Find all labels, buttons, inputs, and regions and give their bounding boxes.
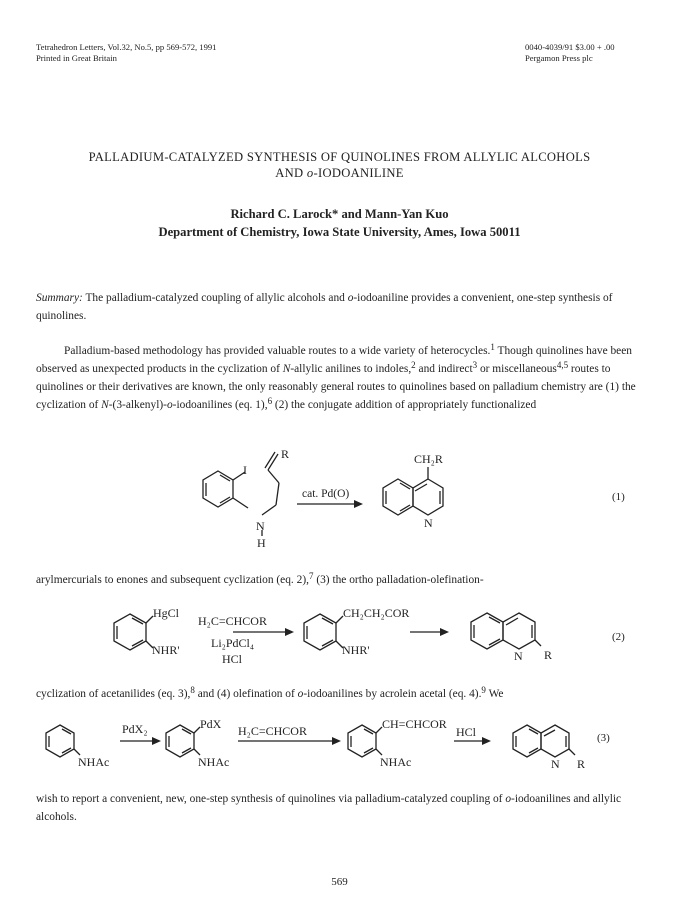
eq3-pdx2: PdX₂ xyxy=(122,722,148,736)
text: and indirect xyxy=(415,363,473,375)
italic-o: o xyxy=(297,688,304,700)
printed-line: Printed in Great Britain xyxy=(36,53,117,63)
equation-2 xyxy=(0,596,679,676)
reference: 4,5 xyxy=(556,360,569,370)
affiliation: Department of Chemistry, Iowa State University, Ames, Iowa 50011 xyxy=(158,225,521,239)
journal-citation xyxy=(36,42,216,64)
eq1-h: H xyxy=(257,536,266,550)
text: cyclization of acetanilides (eq. 3), xyxy=(36,688,191,700)
text: We xyxy=(485,688,504,700)
eq3-label: (3) xyxy=(597,732,610,744)
summary-text: -iodoaniline provides a convenient, one-step synthesis of quinolines. xyxy=(36,292,613,322)
journal-code xyxy=(525,42,615,64)
text: (2) the conjugate addition of appropriately functionalized xyxy=(272,399,537,411)
paragraph-4 xyxy=(36,790,641,826)
text: routes to quinolines or their derivatives are known, the only reasonably general routes to quinolines based on palladium chemistry are (1) the cyclization of xyxy=(36,363,636,411)
eq1-condition: cat. Pd(O) xyxy=(302,488,350,500)
eq2-label: (2) xyxy=(612,631,625,643)
eq2-nhr-2: NHR' xyxy=(342,643,370,657)
title-text: -IODOANILINE xyxy=(313,166,404,180)
text: wish to report a convenient, new, one-step synthesis of quinolines via palladium-catalyzed coupling of xyxy=(36,793,506,805)
eq2-reagent-1: H₂C=CHCOR xyxy=(198,614,267,628)
title-italic: o xyxy=(306,166,314,180)
paragraph-2 xyxy=(36,571,641,589)
eq3-product-r: R xyxy=(577,757,586,771)
paper-title xyxy=(0,149,679,181)
price-code: 0040-4039/91 $3.00 + .00 xyxy=(525,42,615,52)
reference: 2 xyxy=(411,360,416,370)
text: Palladium-based methodology has provided valuable routes to a wide variety of heterocycles. xyxy=(64,345,491,357)
eq1-n: N xyxy=(256,519,265,533)
eq2-chain: CH₂CH₂COR xyxy=(343,606,410,620)
reference: 7 xyxy=(308,571,314,581)
eq3-nhac-2: NHAc xyxy=(198,755,230,769)
eq1-ch2r: CH₂R xyxy=(414,452,443,466)
summary-label: Summary: xyxy=(36,292,83,304)
eq1-label: (1) xyxy=(612,491,625,503)
italic-o: o xyxy=(505,793,512,805)
eq1-product-n: N xyxy=(424,516,433,530)
eq1-i: I xyxy=(243,463,247,477)
eq2-nhr-1: NHR' xyxy=(152,643,180,657)
page-number: 569 xyxy=(331,876,348,888)
eq3-chchcor: CH=CHCOR xyxy=(382,717,447,731)
eq1-r: R xyxy=(281,448,290,461)
text: -iodoanilines (eq. 1), xyxy=(172,399,268,411)
reference: 6 xyxy=(267,396,273,406)
equation-3 xyxy=(0,708,679,776)
title-line-2 xyxy=(0,165,679,181)
paragraph-3 xyxy=(36,685,641,703)
reference: 8 xyxy=(190,685,195,695)
eq3-hcl: HCl xyxy=(456,725,477,739)
summary-text: The palladium-catalyzed coupling of allylic alcohols and xyxy=(82,292,348,304)
reference: 1 xyxy=(490,342,495,352)
author-block xyxy=(0,205,679,241)
italic-o: o xyxy=(347,292,354,304)
eq2-product-r: R xyxy=(544,648,553,662)
text: -(3-alkenyl)- xyxy=(108,399,167,411)
italic-n: N xyxy=(282,363,291,375)
journal-line: Tetrahedron Letters, Vol.32, No.5, pp 569-572, 1991 xyxy=(36,42,217,52)
equation-1 xyxy=(0,448,679,560)
eq3-pdx: PdX xyxy=(200,717,222,731)
publisher: Pergamon Press plc xyxy=(525,53,593,63)
text: -allylic anilines to indoles, xyxy=(290,363,412,375)
summary xyxy=(36,289,641,325)
intro-paragraph xyxy=(36,342,641,414)
eq3-nhac-3: NHAc xyxy=(380,755,412,769)
eq3-reagent: H₂C=CHCOR xyxy=(238,724,307,738)
reference: 3 xyxy=(472,360,478,370)
text: (3) the ortho palladation-olefination- xyxy=(313,574,484,586)
text: or miscellaneous xyxy=(477,363,557,375)
eq2-product-n: N xyxy=(514,649,523,663)
text: and (4) olefination of xyxy=(194,688,298,700)
text: -iodoanilines and allylic alcohols. xyxy=(36,793,622,823)
eq2-hgcl: HgCl xyxy=(153,606,180,620)
italic-n: N xyxy=(101,399,109,411)
reference: 9 xyxy=(481,685,486,695)
text: arylmercurials to enones and subsequent cyclization (eq. 2), xyxy=(36,574,309,586)
eq2-reagent-2: Li₂PdCl₄ xyxy=(211,636,255,650)
eq3-product-n: N xyxy=(551,757,560,771)
title-text: AND xyxy=(275,166,307,180)
eq2-reagent-3: HCl xyxy=(222,652,243,666)
italic-o: o xyxy=(166,399,173,411)
eq3-nhac-1: NHAc xyxy=(78,755,110,769)
title-line-1: PALLADIUM-CATALYZED SYNTHESIS OF QUINOLINES FROM ALLYLIC ALCOHOLS xyxy=(88,150,591,164)
text: -iodoanilines by acrolein acetal (eq. 4). xyxy=(303,688,482,700)
author-names: Richard C. Larock* and Mann-Yan Kuo xyxy=(230,207,449,221)
text: Though quinolines have been observed as unexpected products in the cyclization of xyxy=(36,345,632,375)
